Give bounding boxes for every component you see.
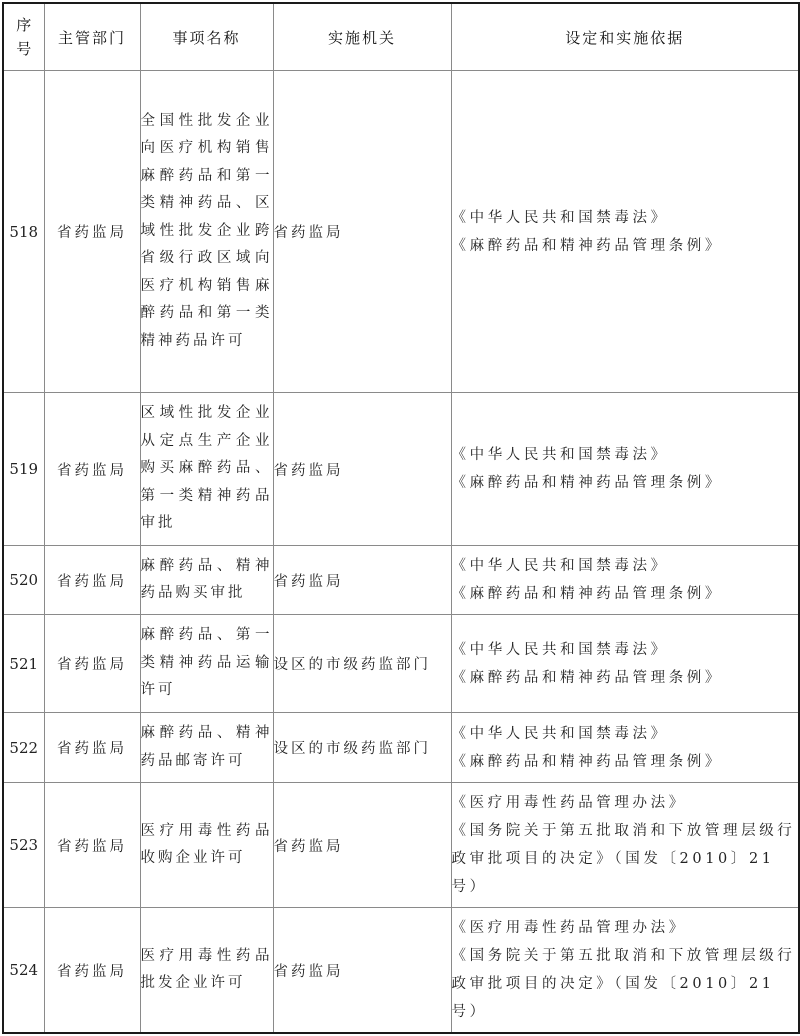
basis-line: 《麻醉药品和精神药品管理条例》 xyxy=(451,669,723,686)
header-dept: 主管部门 xyxy=(44,3,140,71)
row-basis xyxy=(451,783,799,908)
basis-line: 《国务院关于第五批取消和下放管理层级行政审批项目的决定》（国发〔2010〕21号） xyxy=(451,948,796,1020)
basis-line: 《医疗用毒性药品管理办法》 xyxy=(451,920,687,936)
basis-line: 《中华人民共和国禁毒法》 xyxy=(451,558,669,574)
row-org: 省药监局 xyxy=(273,546,451,615)
row-dept: 省药监局 xyxy=(44,783,140,908)
table-row xyxy=(3,908,799,1034)
row-num: 519 xyxy=(3,393,44,546)
row-dept: 省药监局 xyxy=(44,713,140,783)
row-org: 省药监局 xyxy=(273,71,451,393)
table-row xyxy=(3,393,799,546)
row-item-name: 麻醉药品、精神药品邮寄许可 xyxy=(140,713,273,783)
header-num-line1: 序 xyxy=(16,16,32,34)
row-dept: 省药监局 xyxy=(44,71,140,393)
basis-line: 《麻醉药品和精神药品管理条例》 xyxy=(451,475,723,491)
basis-line: 《中华人民共和国禁毒法》 xyxy=(451,725,669,742)
table-header-row xyxy=(3,3,799,71)
row-basis xyxy=(451,71,799,393)
row-item-name: 区域性批发企业从定点生产企业购买麻醉药品、第一类精神药品审批 xyxy=(140,393,273,546)
row-org: 省药监局 xyxy=(273,393,451,546)
row-org: 设区的市级药监部门 xyxy=(273,615,451,713)
header-basis: 设定和实施依据 xyxy=(451,3,799,71)
row-item-name: 全国性批发企业向医疗机构销售麻醉药品和第一类精神药品、区域性批发企业跨省级行政区域向医疗机构销售麻醉药品和第一类精神药品许可 xyxy=(140,71,273,393)
approval-items-table xyxy=(2,2,800,1034)
row-basis xyxy=(451,546,799,615)
row-num: 520 xyxy=(3,546,44,615)
header-name: 事项名称 xyxy=(140,3,273,71)
header-org: 实施机关 xyxy=(273,3,451,71)
row-dept: 省药监局 xyxy=(44,908,140,1034)
table-row xyxy=(3,71,799,393)
row-item-name: 医疗用毒性药品批发企业许可 xyxy=(140,908,273,1034)
basis-line: 《中华人民共和国禁毒法》 xyxy=(451,641,669,658)
row-num: 521 xyxy=(3,615,44,713)
row-basis xyxy=(451,908,799,1034)
row-item-name: 麻醉药品、第一类精神药品运输许可 xyxy=(140,615,273,713)
row-basis xyxy=(451,393,799,546)
basis-line: 《国务院关于第五批取消和下放管理层级行政审批项目的决定》（国发〔2010〕21号） xyxy=(451,823,796,895)
table-row xyxy=(3,615,799,713)
row-num: 522 xyxy=(3,713,44,783)
row-dept: 省药监局 xyxy=(44,615,140,713)
header-num xyxy=(3,3,44,71)
row-item-name: 麻醉药品、精神药品购买审批 xyxy=(140,546,273,615)
basis-line: 《麻醉药品和精神药品管理条例》 xyxy=(451,237,723,254)
row-num: 518 xyxy=(3,71,44,393)
table-row xyxy=(3,783,799,908)
basis-line: 《中华人民共和国禁毒法》 xyxy=(451,209,669,226)
row-num: 524 xyxy=(3,908,44,1034)
table-row xyxy=(3,546,799,615)
row-basis xyxy=(451,615,799,713)
header-num-line2: 号 xyxy=(16,40,32,58)
row-dept: 省药监局 xyxy=(44,393,140,546)
row-org: 省药监局 xyxy=(273,908,451,1034)
basis-line: 《麻醉药品和精神药品管理条例》 xyxy=(451,586,723,602)
basis-line: 《中华人民共和国禁毒法》 xyxy=(451,447,669,463)
row-item-name: 医疗用毒性药品收购企业许可 xyxy=(140,783,273,908)
row-basis xyxy=(451,713,799,783)
table-row xyxy=(3,713,799,783)
basis-line: 《医疗用毒性药品管理办法》 xyxy=(451,795,687,811)
row-dept: 省药监局 xyxy=(44,546,140,615)
row-org: 省药监局 xyxy=(273,783,451,908)
row-org: 设区的市级药监部门 xyxy=(273,713,451,783)
basis-line: 《麻醉药品和精神药品管理条例》 xyxy=(451,753,723,770)
row-num: 523 xyxy=(3,783,44,908)
